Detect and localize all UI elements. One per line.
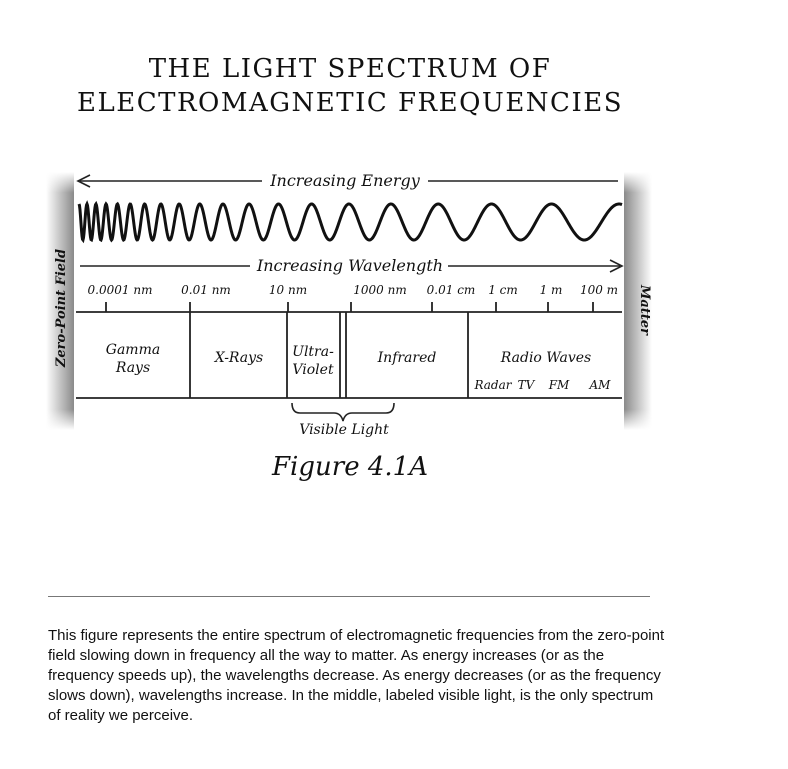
infrared-label: Infrared: [377, 350, 437, 366]
zero-point-field-label: Zero-Point Field: [54, 248, 69, 368]
ultraviolet-label: Ultra-: [292, 344, 334, 360]
visible-light-brace: [292, 403, 394, 421]
gamma-label: Rays: [115, 360, 151, 376]
divider: [48, 596, 650, 597]
radio-sub-label: AM: [589, 378, 611, 392]
scale-label: 0.01 nm: [181, 283, 231, 297]
scale-labels: [88, 283, 619, 297]
scale-label: 10 nm: [268, 283, 308, 297]
gamma-label: Gamma: [105, 342, 161, 358]
wavelength-label: Increasing Wavelength: [256, 256, 444, 275]
scale-axis: [76, 302, 622, 312]
scale-label: 1000 nm: [353, 283, 407, 297]
visible-light-label: Visible Light: [299, 422, 389, 438]
ultraviolet-label: Violet: [292, 362, 334, 378]
scale-label: 100 m: [579, 283, 619, 297]
xrays-label: X-Rays: [214, 350, 264, 366]
scale-label: 1 m: [539, 283, 563, 297]
radio-sub-label: TV: [517, 378, 535, 392]
matter-label: Matter: [637, 285, 652, 335]
title-line-1: THE LIGHT SPECTRUM OF: [148, 54, 552, 84]
title-line-2: ELECTROMAGNETIC FREQUENCIES: [76, 88, 624, 118]
scale-label: 0.01 cm: [426, 283, 476, 297]
radio-sub-label: FM: [548, 378, 570, 392]
figure-label: Figure 4.1A: [272, 452, 428, 482]
caption-text: This figure represents the entire spectrum of electromagnetic frequencies from the zero-point field slowing down in frequency all the way to matter. As energy increases (or as the frequency speeds up), the wavelengths decrease. As energy decreases (or as the frequency slows down), wavelengths increase. In the middle, labeled visible light, is the only spectrum of reality we perceive.: [48, 627, 665, 724]
wave-line: [79, 204, 622, 240]
radio-waves-label: Radio Waves: [500, 350, 592, 366]
scale-label: 1 cm: [488, 283, 518, 297]
energy-label: Increasing Energy: [270, 171, 420, 190]
radio-sub-label: Radar: [474, 378, 512, 392]
scale-label: 0.0001 nm: [87, 283, 153, 297]
